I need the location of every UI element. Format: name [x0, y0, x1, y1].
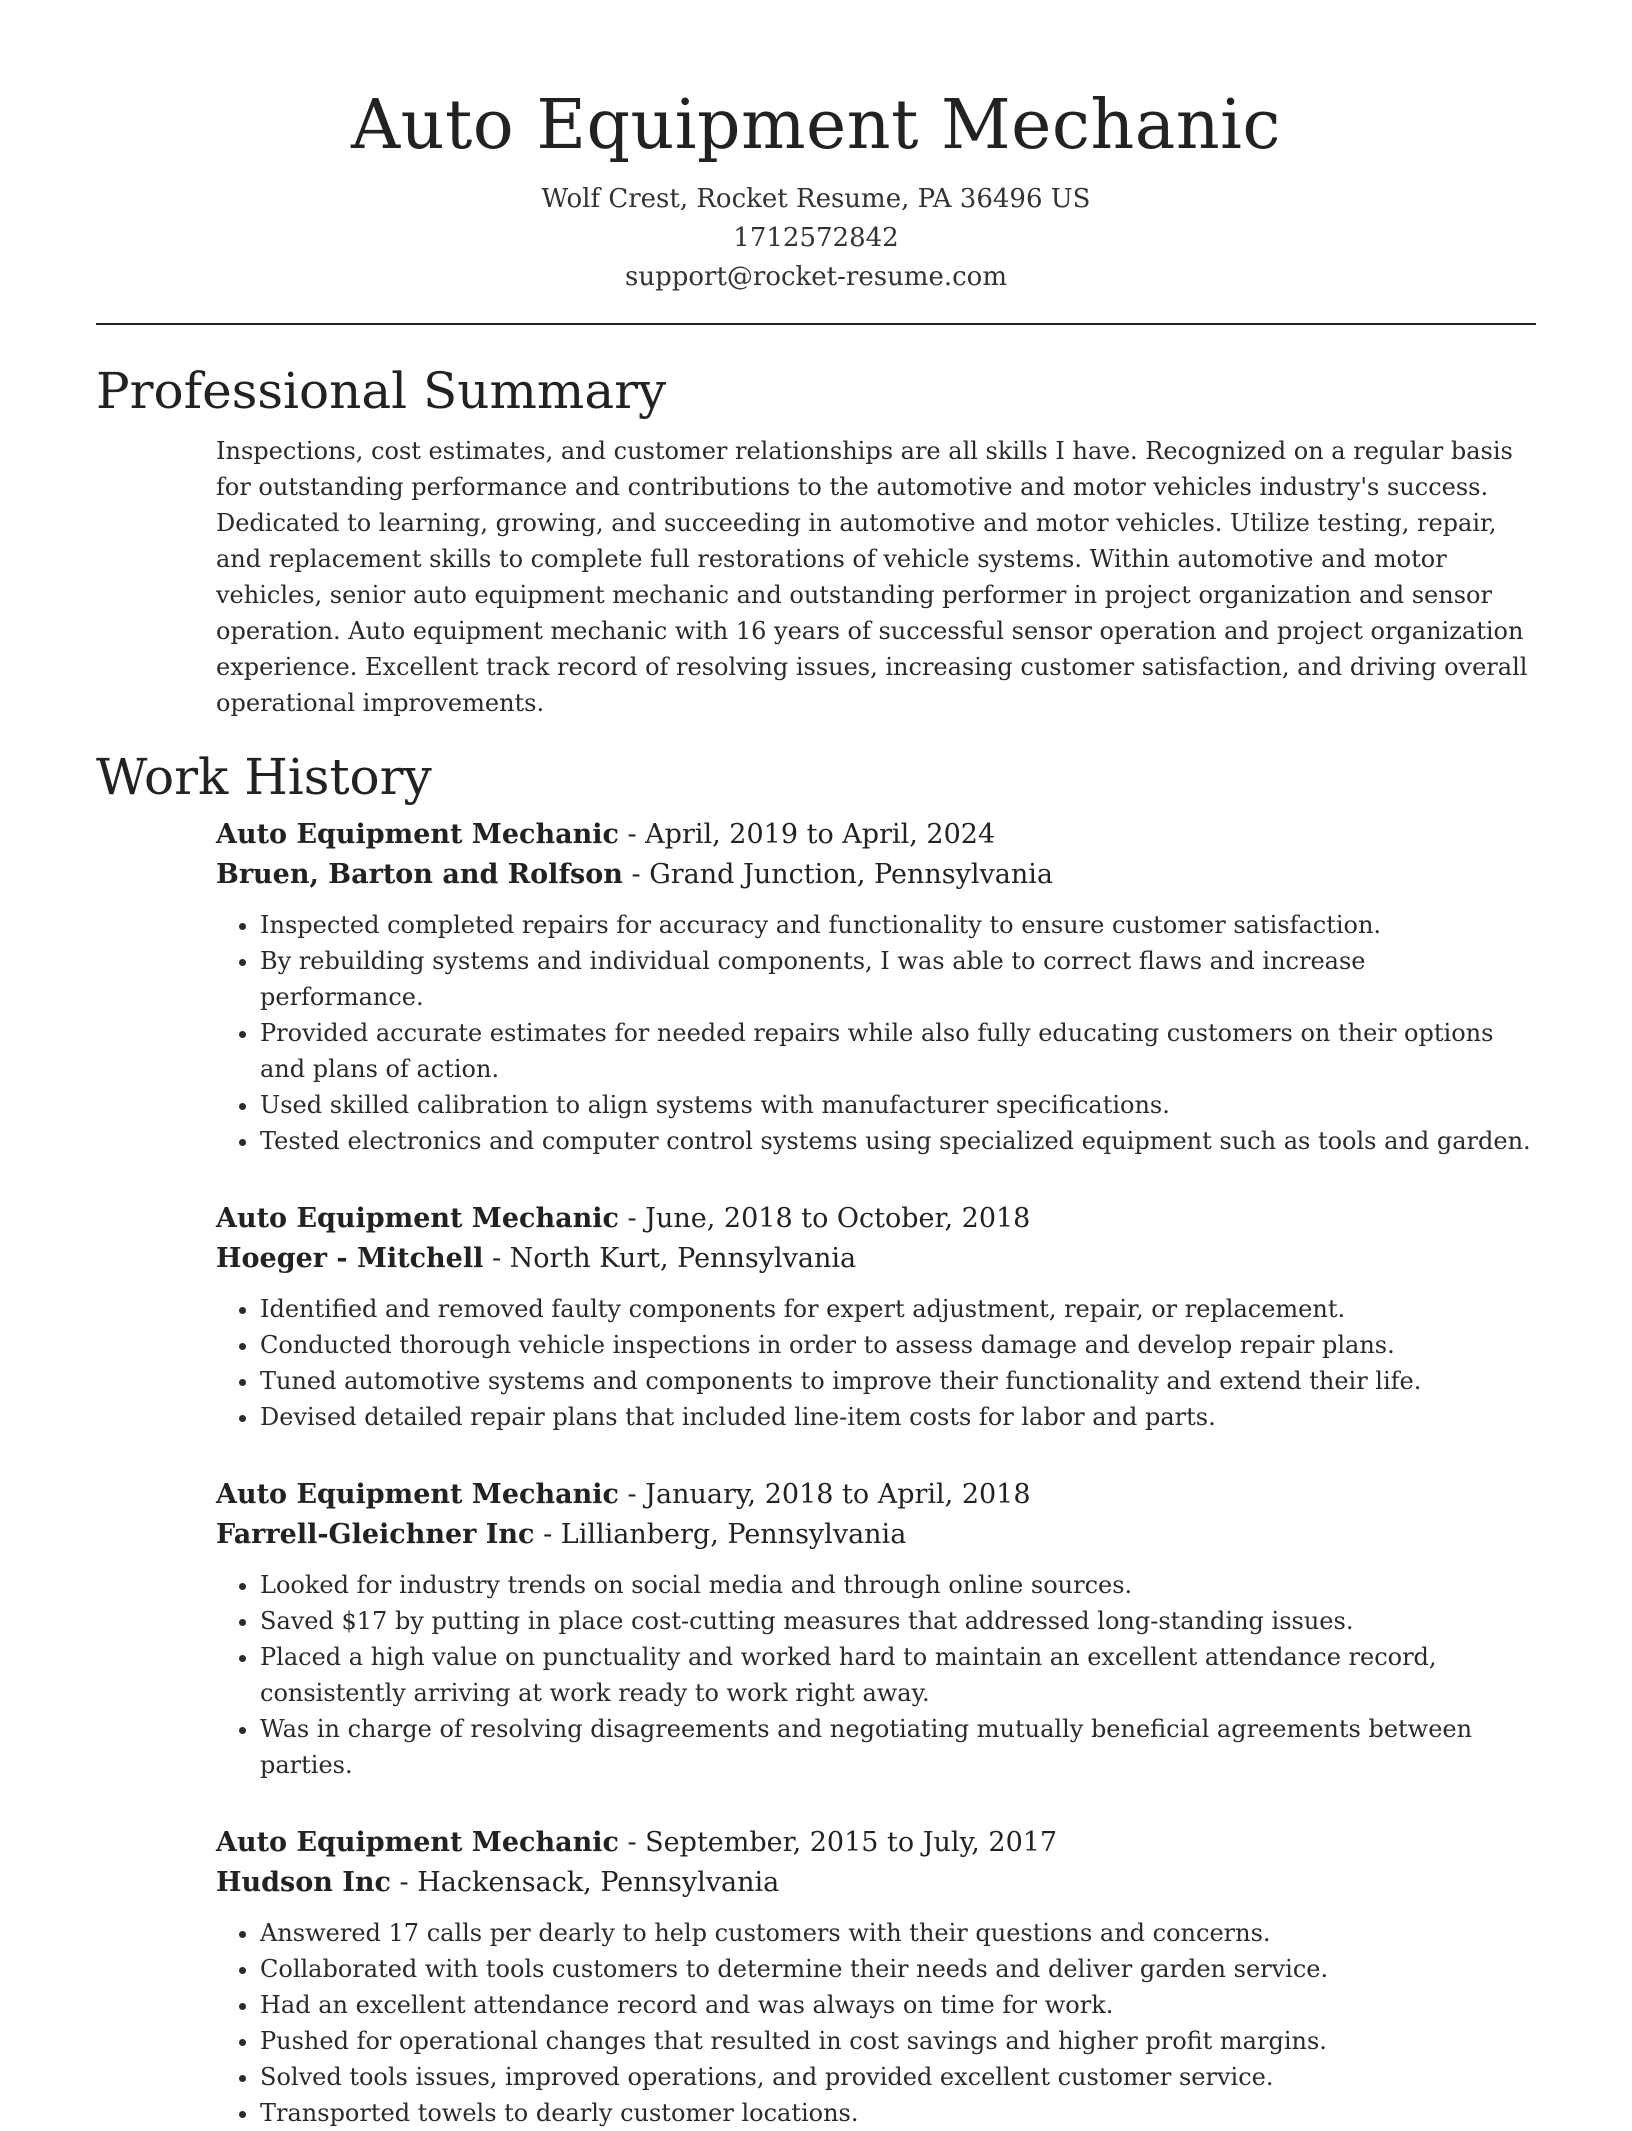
header-divider [96, 323, 1536, 325]
job-bullet: • Collaborated with tools customers to determine their needs and deliver garden service. [260, 1951, 1536, 1987]
job-role: Auto Equipment Mechanic [216, 1827, 619, 1858]
resume-header [96, 0, 1536, 297]
job-list [216, 815, 1536, 2131]
summary-text: Inspections, cost estimates, and customer relationships are all skills I have. Recognized on a regular basis for outstanding performance and contributions to the automotive and motor vehicles industry's success. Dedicated to learning, growing, and succeeding in automotive and motor vehicles. Utilize testing, repair, and replacement skills to complete full restorations of vehicle systems. Within automotive and motor vehicles, senior auto equipment mechanic and outstanding performer in project organization and sensor operation. Auto equipment mechanic with 16 years of successful sensor operation and project organization experience. Excellent track record of resolving issues, increasing customer satisfaction, and driving overall operational improvements. [216, 437, 1528, 717]
job-bullet-list [216, 1291, 1536, 1435]
job-company-line [216, 1863, 1536, 1903]
job-company: Hoeger - Mitchell [216, 1243, 484, 1274]
job-role: Auto Equipment Mechanic [216, 1479, 619, 1510]
job-company-line [216, 1239, 1536, 1279]
job-company: Hudson Inc [216, 1867, 391, 1898]
job-company: Bruen, Barton and Rolfson [216, 859, 623, 890]
job-bullet: • By rebuilding systems and individual components, I was able to correct flaws and increase performance. [260, 943, 1536, 1015]
job-title-line [216, 815, 1536, 855]
contact-block [96, 180, 1536, 297]
section-title-summary: Professional Summary [96, 362, 667, 420]
resume-name: Auto Equipment Mechanic [351, 86, 1281, 165]
job-dates: - April, 2019 to April, 2024 [618, 819, 996, 850]
job-location: - Lillianberg, Pennsylvania [534, 1519, 907, 1550]
job-location: - Hackensack, Pennsylvania [390, 1867, 780, 1898]
job-location: - Grand Junction, Pennsylvania [622, 859, 1053, 890]
job-bullet: • Transported towels to dearly customer locations. [260, 2095, 1536, 2131]
job-bullet: • Identified and removed faulty components for expert adjustment, repair, or replacement. [260, 1291, 1536, 1327]
work-history-section [96, 747, 1536, 2131]
job-company: Farrell-Gleichner Inc [216, 1519, 535, 1550]
job-entry [216, 1475, 1536, 1783]
job-bullet: • Answered 17 calls per dearly to help customers with their questions and concerns. [260, 1915, 1536, 1951]
job-bullet: • Had an excellent attendance record and was always on time for work. [260, 1987, 1536, 2023]
job-entry [216, 1823, 1536, 2131]
job-bullet: • Placed a high value on punctuality and worked hard to maintain an excellent attendance record, consistently arriving at work ready to work right away. [260, 1639, 1536, 1711]
job-role: Auto Equipment Mechanic [216, 1203, 619, 1234]
job-dates: - September, 2015 to July, 2017 [618, 1827, 1058, 1858]
job-bullet: • Inspected completed repairs for accuracy and functionality to ensure customer satisfaction. [260, 907, 1536, 943]
job-entry [216, 815, 1536, 1159]
resume-page [96, 0, 1536, 2131]
job-bullet: • Looked for industry trends on social media and through online sources. [260, 1567, 1536, 1603]
professional-summary-section [96, 361, 1536, 721]
job-title-line [216, 1823, 1536, 1863]
job-bullet: • Provided accurate estimates for needed repairs while also fully educating customers on their options and plans of action. [260, 1015, 1536, 1087]
job-bullet: • Pushed for operational changes that resulted in cost savings and higher profit margins. [260, 2023, 1536, 2059]
job-bullet: • Tested electronics and computer control systems using specialized equipment such as tools and garden. [260, 1123, 1536, 1159]
section-title-work-history: Work History [96, 748, 432, 806]
job-bullet: • Solved tools issues, improved operations, and provided excellent customer service. [260, 2059, 1536, 2095]
job-dates: - June, 2018 to October, 2018 [618, 1203, 1031, 1234]
job-bullet: • Used skilled calibration to align systems with manufacturer specifications. [260, 1087, 1536, 1123]
job-title-line [216, 1199, 1536, 1239]
job-bullet: • Devised detailed repair plans that included line-item costs for labor and parts. [260, 1399, 1536, 1435]
contact-phone: 1712572842 [733, 223, 899, 253]
job-company-line [216, 855, 1536, 895]
job-bullet: • Tuned automotive systems and components to improve their functionality and extend their life. [260, 1363, 1536, 1399]
job-entry [216, 1199, 1536, 1435]
contact-email: support@rocket-resume.com [624, 262, 1007, 292]
job-bullet: • Saved $17 by putting in place cost-cutting measures that addressed long-standing issues. [260, 1603, 1536, 1639]
job-bullet: • Conducted thorough vehicle inspections in order to assess damage and develop repair plans. [260, 1327, 1536, 1363]
job-role: Auto Equipment Mechanic [216, 819, 619, 850]
job-bullet-list [216, 907, 1536, 1159]
job-bullet-list [216, 1567, 1536, 1783]
job-bullet: • Was in charge of resolving disagreements and negotiating mutually beneficial agreements between parties. [260, 1711, 1536, 1783]
contact-address: Wolf Crest, Rocket Resume, PA 36496 US [541, 184, 1091, 214]
job-title-line [216, 1475, 1536, 1515]
job-bullet-list [216, 1915, 1536, 2131]
job-company-line [216, 1515, 1536, 1555]
job-location: - North Kurt, Pennsylvania [483, 1243, 857, 1274]
job-dates: - January, 2018 to April, 2018 [618, 1479, 1031, 1510]
